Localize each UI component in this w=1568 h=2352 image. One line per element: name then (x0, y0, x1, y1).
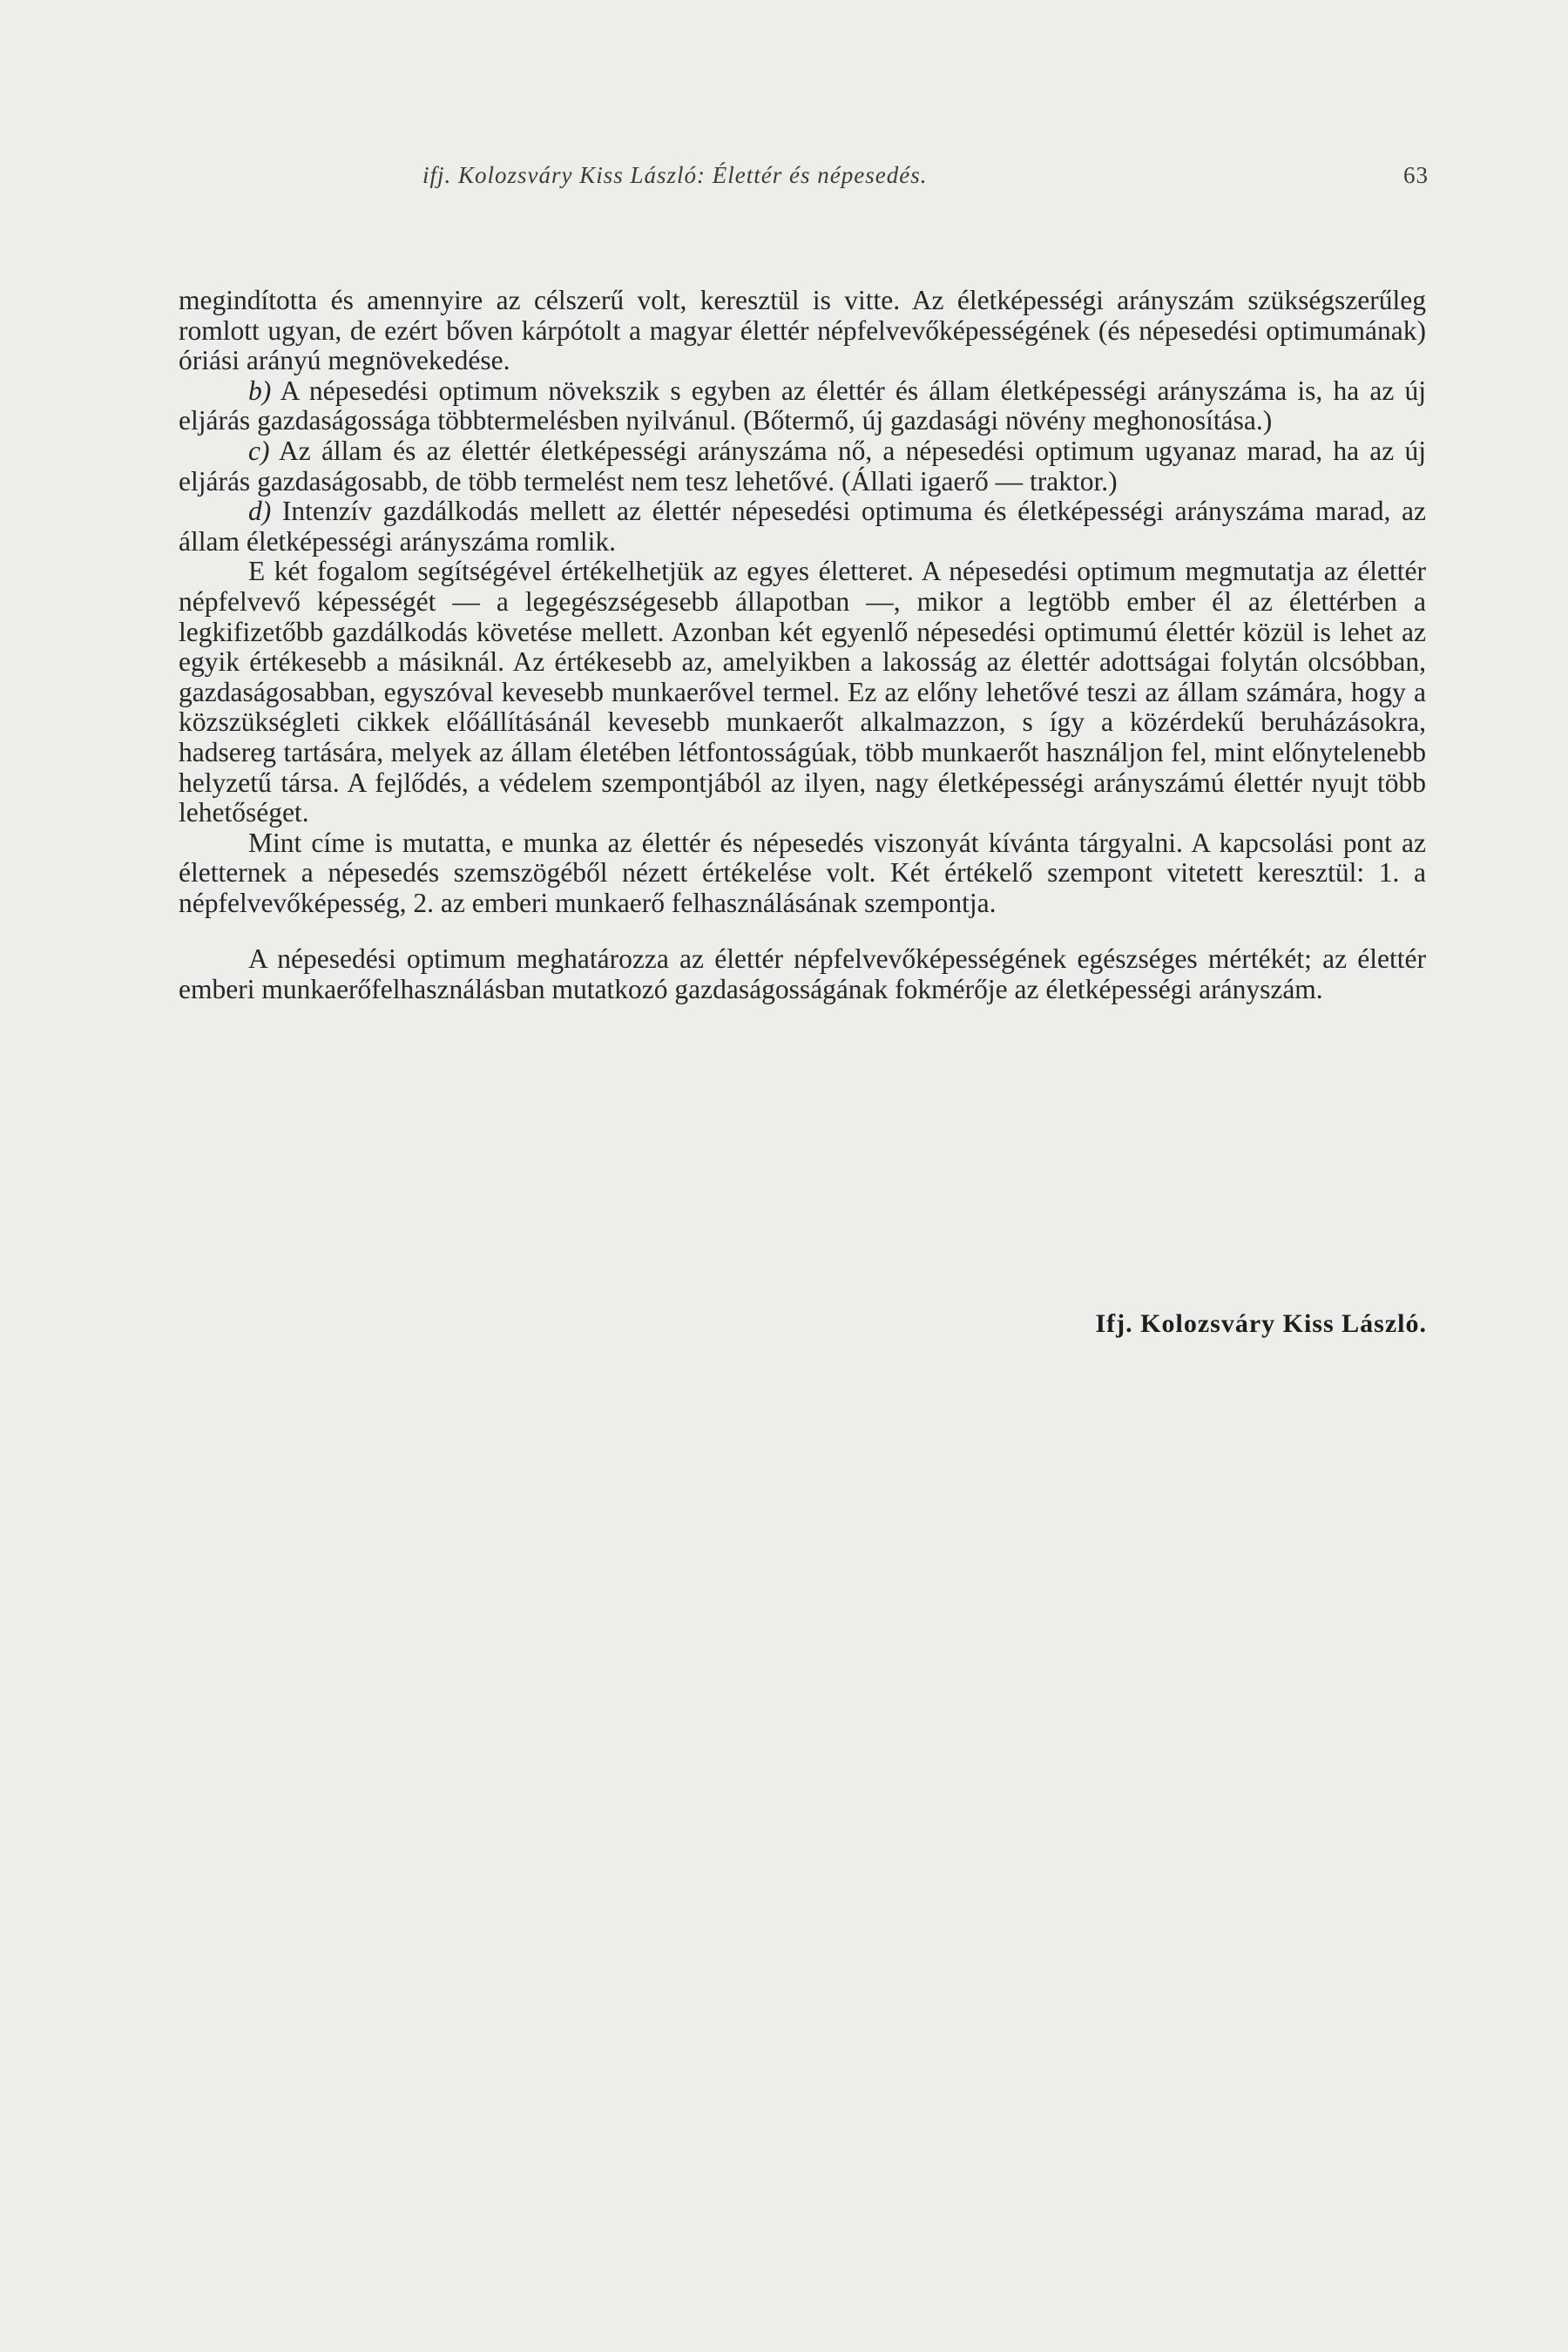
paragraph-text: Az állam és az élettér életképességi arányszáma nő, a népesedési optimum ugyanaz marad, ha az új eljárás gazdaságosabb, de több termelést nem tesz lehetővé. (Állati igaerő — traktor.) (179, 435, 1426, 497)
paragraph-text: E két fogalom segítségével értékelhetjük az egyes életteret. A népesedési optimum megmutatja az élettér népfelvevő képességét — a legegészségesebb állapotban —, mikor a legtöbb ember él az élettérben a legkifizetőbb gazdálkodás követése mellett. Azonban két egyenlő népesedési optimumú élettér közül is lehet az egyik értékesebb a másiknál. Az értékesebb az, amelyikben a lakosság az élettér adottságai folytán olcsóbban, gazdaságosabban, egyszóval kevesebb munkaerővel termel. Ez az előny lehetővé teszi az állam számára, hogy a közszükségleti cikkek előállításánál kevesebb munkaerőt alkalmazzon, s így a közérdekű beruházásokra, hadsereg tartására, melyek az állam életében létfontosságúak, több munkaerőt használjon fel, mint előnytelenebb helyzetű társa. A fejlődés, a védelem szempontjából az ilyen, nagy életképességi arányszámú élettér nyujt több lehetőséget. (179, 556, 1426, 828)
page-number: 63 (1403, 162, 1429, 188)
paragraph-continuation (179, 286, 1426, 376)
running-title: ifj. Kolozsváry Kiss László: Élettér és népesedés. (422, 162, 928, 188)
paragraph-text: megindította és amennyire az célszerű volt, keresztül is vitte. Az életképességi arányszám szükségszerűleg romlott ugyan, de ezért bőven kárpótolt a magyar élettér népfelvevőképességének (és népesedési optimumának) óriási arányú megnövekedése. (179, 285, 1426, 376)
running-head (422, 162, 1429, 197)
body-text (179, 286, 1426, 1005)
case-label: b) (248, 375, 272, 406)
paragraph-evaluation (179, 557, 1426, 828)
paragraph-case-d (179, 497, 1426, 557)
case-label: d) (248, 496, 272, 527)
paragraph-gap (179, 918, 1426, 944)
paragraph-text: A népesedési optimum meghatározza az élettér népfelvevőképességének egészséges mértékét; az élettér emberi munkaerőfelhasználásban mutatkozó gazdaságosságának fokmérője az életképességi arányszám. (179, 943, 1426, 1005)
case-label: c) (248, 435, 270, 466)
paragraph-summary (179, 828, 1426, 919)
paragraph-text: Mint címe is mutatta, e munka az élettér és népesedés viszonyát kívánta tárgyalni. A kapcsolási pont az életternek a népesedés szemszögéből nézett értékelése volt. Két értékelő szempont vitetett keresztül: 1. a népfelvevőképesség, 2. az emberi munkaerő felhasználásának szempontja. (179, 827, 1426, 918)
paragraph-conclusion (179, 944, 1426, 1004)
paragraph-text: A népesedési optimum növekszik s egyben az élettér és állam életképességi arányszáma is, ha az új eljárás gazdaságossága többtermelésben nyilvánul. (Bőtermő, új gazdasági növény meghonosítása.) (179, 375, 1426, 436)
paragraph-text: Intenzív gazdálkodás mellett az élettér népesedési optimuma és életképességi arányszáma marad, az állam életképességi arányszáma romlik. (179, 496, 1426, 557)
author-signature: Ifj. Kolozsváry Kiss László. (1095, 1309, 1427, 1338)
paragraph-case-c (179, 436, 1426, 497)
paragraph-case-b (179, 376, 1426, 436)
